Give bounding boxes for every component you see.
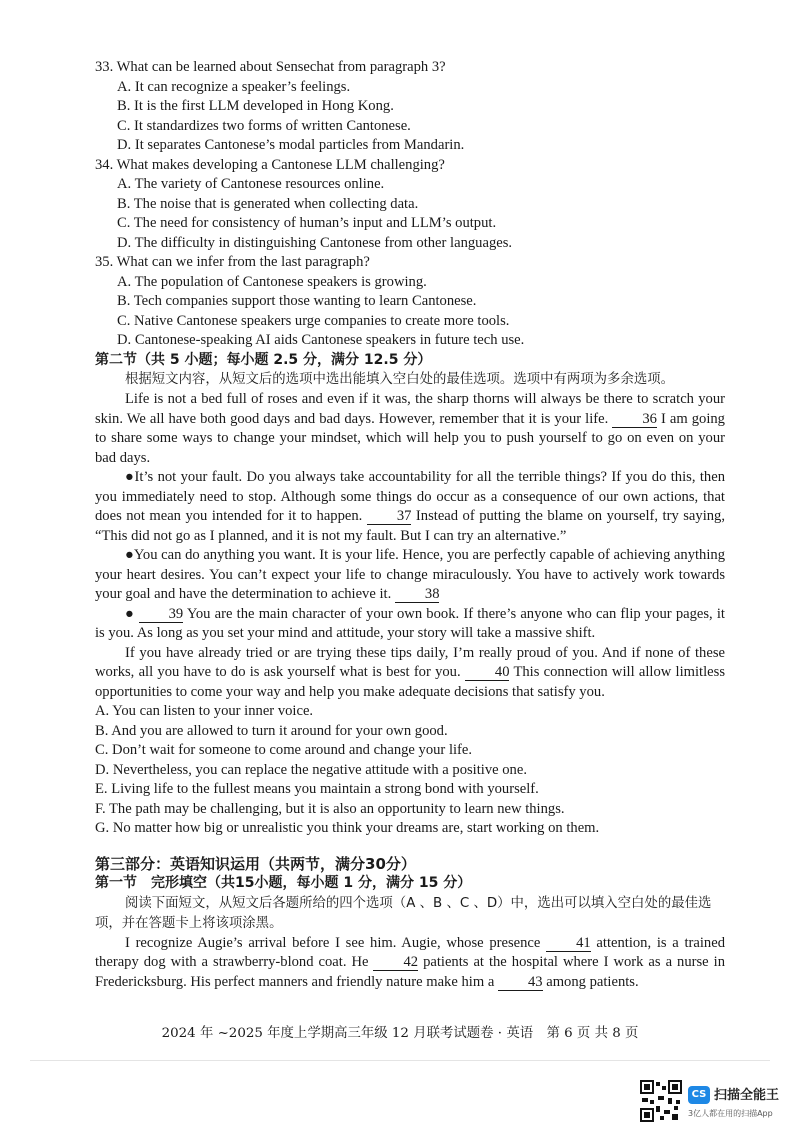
paragraph-text: among patients. bbox=[546, 973, 639, 990]
option-a: A. The variety of Cantonese resources online. bbox=[117, 176, 385, 192]
scanner-watermark bbox=[640, 1080, 790, 1124]
paragraph-text: This connection will allow limitless opportunities to come your way and help you make adequate decisions that satisfy you. bbox=[95, 664, 725, 700]
paragraph-text: I am going to share some ways to change your mindset, which will help you to push yourself to go on even on your bad days. bbox=[95, 410, 725, 466]
blank-36: 36 bbox=[612, 411, 657, 428]
divider bbox=[30, 1060, 770, 1061]
scanner-app-name: 扫描全能王 bbox=[714, 1088, 780, 1103]
part-3-instruction: 阅读下面短文，从短文后各题所给的四个选项（A 、B 、C 、D）中，选出可以填入空白处的最佳选项，并在答题卡上将该项涂黑。 bbox=[95, 895, 712, 931]
qr-code-icon bbox=[640, 1080, 682, 1122]
paragraph-text: patients at the hospital where I work as a nurse in Fredericksburg. His perfect manners and friendly nature make him a bbox=[95, 954, 725, 990]
scanner-tagline: 3亿人都在用的扫描App bbox=[688, 1109, 773, 1118]
passage-paragraph-5 bbox=[95, 644, 725, 703]
paragraph-text: ●It’s not your fault. Do you always take accountability for all the terrible things? If you do this, then you immediately need to stop. Although some things do occur as a consequence of our own actions, that does not mean you intended for it to happen. bbox=[95, 469, 725, 524]
option-b: B. Tech companies support those wanting to learn Cantonese. bbox=[117, 293, 477, 309]
passage-paragraph-1 bbox=[95, 390, 725, 468]
question-35 bbox=[95, 253, 725, 351]
question-33 bbox=[95, 58, 725, 156]
option-a: A. It can recognize a speaker’s feelings. bbox=[117, 78, 351, 95]
blank-42: 42 bbox=[373, 954, 418, 971]
paragraph-text: Life is not a bed full of roses and even if it was, the sharp thorns will always be there to scratch your skin. We all have both good days and bad days. However, remember that it is your life. bbox=[95, 391, 725, 427]
blank-43: 43 bbox=[498, 974, 543, 991]
choice-f: F. The path may be challenging, but it is also an opportunity to learn new things. bbox=[95, 800, 565, 817]
part-3-heading: 第三部分：英语知识运用（共两节，满分30分） bbox=[95, 854, 416, 873]
option-d: D. Cantonese-speaking AI aids Cantonese speakers in future tech use. bbox=[117, 332, 525, 348]
blank-40: 40 bbox=[465, 664, 510, 681]
option-c: C. The need for consistency of human’s input and LLM’s output. bbox=[117, 215, 497, 231]
option-d: D. It separates Cantonese’s modal particles from Mandarin. bbox=[117, 137, 465, 153]
paragraph-text: Instead of putting the blame on yourself, try saying, “This did not go as I planned, and it is not my fault. But I can try an alternative.” bbox=[95, 508, 725, 544]
option-b: B. It is the first LLM developed in Hong Kong. bbox=[117, 98, 394, 114]
paragraph-text: ●You can do anything you want. It is your life. Hence, you are perfectly capable of achieving anything your heart desires. You can’t expect your life to change miraculously. You have to actively work towards your goal and have the determination to achieve it. bbox=[95, 547, 725, 602]
cloze-paragraph-1 bbox=[95, 934, 725, 993]
choice-e: E. Living life to the fullest means you maintain a strong bond with yourself. bbox=[95, 781, 539, 797]
option-c: C. Native Cantonese speakers urge companies to create more tools. bbox=[117, 312, 510, 329]
section-2-instruction: 根据短文内容，从短文后的选项中选出能填入空白处的最佳选项。选项中有两项为多余选项。 bbox=[125, 372, 675, 387]
section-2-heading: 第二节（共 5 小题；每小题 2.5 分，满分 12.5 分） bbox=[95, 351, 432, 368]
paragraph-text: attention, is a trained therapy dog with a strawberry-blond coat. He bbox=[95, 934, 725, 970]
question-stem: 35. What can we infer from the last paragraph? bbox=[95, 254, 370, 270]
choice-c: C. Don’t wait for someone to come around and change your life. bbox=[95, 742, 473, 758]
blank-41: 41 bbox=[546, 935, 591, 952]
option-a: A. The population of Cantonese speakers is growing. bbox=[117, 273, 427, 290]
blank-37: 37 bbox=[367, 508, 412, 525]
choice-a: A. You can listen to your inner voice. bbox=[95, 703, 314, 719]
answer-choices bbox=[95, 702, 725, 839]
paragraph-text: I recognize Augie’s arrival before I see him. Augie, whose presence bbox=[125, 934, 541, 951]
question-stem: 33. What can be learned about Sensechat from paragraph 3? bbox=[95, 59, 446, 75]
question-stem: 34. What makes developing a Cantonese LLM challenging? bbox=[95, 156, 445, 173]
passage-paragraph-4 bbox=[95, 605, 725, 644]
blank-39: 39 bbox=[139, 606, 184, 623]
option-c: C. It standardizes two forms of written Cantonese. bbox=[117, 117, 411, 134]
page-content bbox=[95, 58, 725, 992]
part-3-subheading: 第一节 完形填空（共15小题，每小题 1 分，满分 15 分） bbox=[95, 875, 472, 891]
choice-d: D. Nevertheless, you can replace the negative attitude with a positive one. bbox=[95, 761, 527, 778]
passage-paragraph-3 bbox=[95, 546, 725, 605]
question-34 bbox=[95, 156, 725, 254]
page-footer: 2024 年 ~2025 年度上学期高三年级 12 月联考试题卷 · 英语 第 6 页 共 8 页 bbox=[161, 1026, 639, 1041]
paragraph-text: If you have already tried or are trying these tips daily, I’m really proud of you. And if none of these works, all you have to do is ask yourself what is best for you. bbox=[95, 644, 725, 680]
option-b: B. The noise that is generated when collecting data. bbox=[117, 195, 419, 212]
blank-38: 38 bbox=[395, 586, 440, 603]
choice-b: B. And you are allowed to turn it around for your own good. bbox=[95, 722, 448, 739]
cs-logo-icon: CS bbox=[688, 1086, 710, 1104]
choice-g: G. No matter how big or unrealistic you think your dreams are, start working on them. bbox=[95, 820, 600, 836]
bullet-icon: ● bbox=[125, 605, 135, 622]
passage-paragraph-2 bbox=[95, 468, 725, 546]
option-d: D. The difficulty in distinguishing Cantonese from other languages. bbox=[117, 234, 513, 251]
paragraph-text: You are the main character of your own book. If there’s anyone who can flip your pages, it is you. As long as you set your mind and attitude, your story will take a massive shift. bbox=[95, 605, 725, 641]
